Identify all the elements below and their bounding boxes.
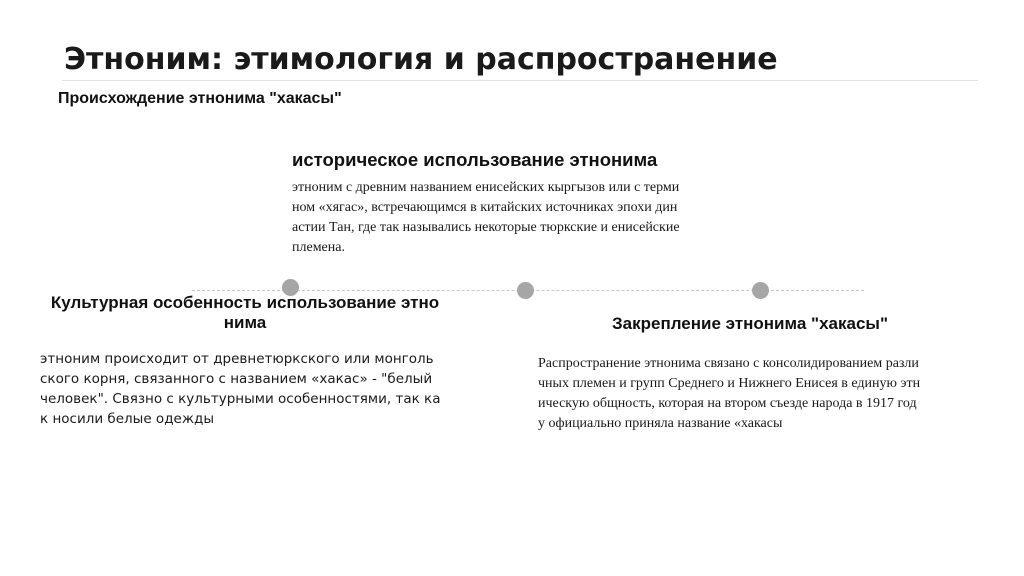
consolidation-body: Распространение этнонима связано с консолидированием разли чных племен и групп Среднего и Нижнего Енисея в единую этн ическую общность, которая на втором съезде народа в 1917 год у официально приняла название «хакасы	[538, 356, 921, 431]
cultural-heading: Культурная особенность использование этно нима	[50, 293, 440, 332]
slide-subtitle: Происхождение этнонима "хакасы"	[58, 90, 342, 107]
cultural-body: этноним происходит от древнетюркского или монголь ского корня, связанного с названием «хакас» - "белый человек". Связно с культурными особенностями, так ка к носили белые одежды	[40, 351, 441, 427]
timeline-dot-cultural	[517, 282, 534, 299]
timeline-dot-consolidation	[752, 282, 769, 299]
consolidation-heading: Закрепление этнонима "хакасы"	[612, 314, 889, 333]
historical-body: этноним с древним названием енисейских кыргызов или с терми ном «хягас», встречающимся в китайских источниках эпохи дин астии Тан, где так назывались некоторые тюркские и енисейские племена.	[292, 180, 680, 255]
historical-heading: историческое использование этнонима	[292, 149, 658, 170]
slide-title: Этноним: этимология и распространение	[64, 42, 778, 77]
title-divider	[62, 80, 978, 81]
